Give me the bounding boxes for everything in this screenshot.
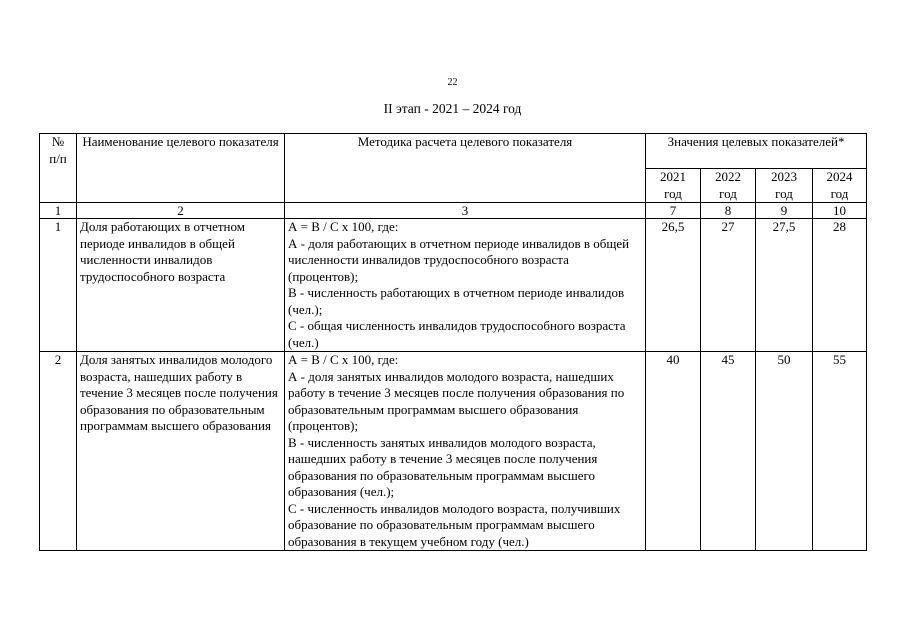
indicator-method bbox=[285, 352, 646, 551]
header-name: Наименование целевого показателя bbox=[77, 134, 285, 203]
header-row bbox=[40, 134, 867, 169]
method-line: С - численность инвалидов молодого возраста, получивших образование по образовательным программам высшего образования в текущем учебном году (чел.) bbox=[288, 500, 621, 549]
column-number: 10 bbox=[813, 203, 867, 219]
column-number: 7 bbox=[646, 203, 701, 219]
method-line: А - доля работающих в отчетном периоде инвалидов в общей численности инвалидов трудоспособного возраста (процентов); bbox=[288, 235, 630, 284]
value-2022: 45 bbox=[701, 352, 756, 551]
indicators-table bbox=[39, 133, 867, 551]
indicator-method bbox=[285, 219, 646, 352]
value-2023: 27,5 bbox=[756, 219, 813, 352]
indicator-name: Доля занятых инвалидов молодого возраста, нашедших работу в течение 3 месяцев после получения образования по образовательным программам высшего образования bbox=[77, 352, 285, 551]
row-number: 2 bbox=[40, 352, 77, 551]
header-num: № п/п bbox=[40, 134, 77, 203]
column-number: 8 bbox=[701, 203, 756, 219]
value-2024: 28 bbox=[813, 219, 867, 352]
method-line: С - общая численность инвалидов трудоспособного возраста (чел.) bbox=[288, 318, 626, 350]
table-row bbox=[40, 219, 867, 352]
header-year: 2024 год bbox=[813, 169, 867, 203]
column-number-row bbox=[40, 203, 867, 219]
method-line: В - численность занятых инвалидов молодого возраста, нашедших работу в течение 3 месяцев после получения образования по образовательным программам высшего образования (чел.); bbox=[288, 434, 598, 499]
column-number: 9 bbox=[756, 203, 813, 219]
indicator-name: Доля работающих в отчетном периоде инвалидов в общей численности инвалидов трудоспособного возраста bbox=[77, 219, 285, 352]
value-2023: 50 bbox=[756, 352, 813, 551]
header-year: 2023 год bbox=[756, 169, 813, 203]
column-number: 3 bbox=[285, 203, 646, 219]
value-2022: 27 bbox=[701, 219, 756, 352]
header-method: Методика расчета целевого показателя bbox=[285, 134, 646, 203]
table-row bbox=[40, 352, 867, 551]
method-line: В - численность работающих в отчетном периоде инвалидов (чел.); bbox=[288, 285, 625, 317]
value-2024: 55 bbox=[813, 352, 867, 551]
column-number: 1 bbox=[40, 203, 77, 219]
row-number: 1 bbox=[40, 219, 77, 352]
method-line: А = В / С х 100, где: bbox=[288, 352, 399, 367]
header-values-group: Значения целевых показателей* bbox=[646, 134, 867, 169]
column-number: 2 bbox=[77, 203, 285, 219]
value-2021: 40 bbox=[646, 352, 701, 551]
stage-title: II этап - 2021 – 2024 год bbox=[383, 101, 522, 116]
method-line: А = В / С х 100, где: bbox=[288, 219, 399, 234]
header-year: 2022 год bbox=[701, 169, 756, 203]
value-2021: 26,5 bbox=[646, 219, 701, 352]
header-year: 2021 год bbox=[646, 169, 701, 203]
page-number: 22 bbox=[447, 77, 458, 88]
method-line: А - доля занятых инвалидов молодого возраста, нашедших работу в течение 3 месяцев после получения образования по образовательным программам высшего образования (процентов); bbox=[288, 368, 625, 433]
